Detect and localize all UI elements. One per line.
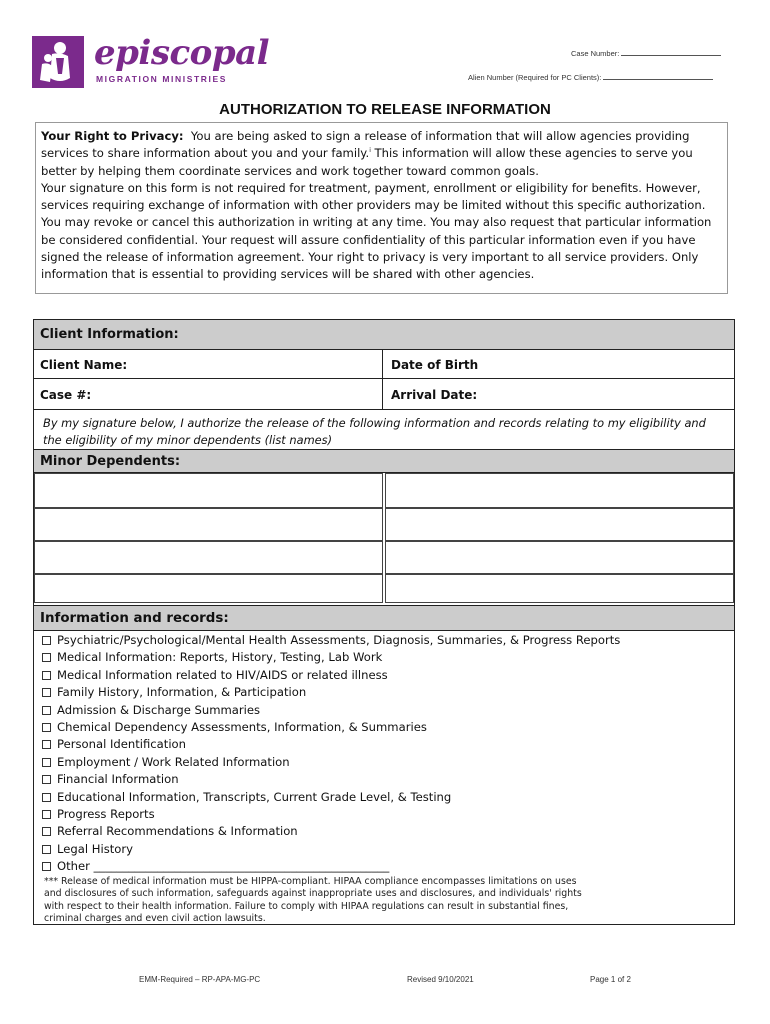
privacy-paragraph-1: [41, 128, 722, 180]
privacy-heading: Your Right to Privacy:: [41, 129, 184, 143]
minor-dependents-header: Minor Dependents:: [34, 449, 734, 473]
logo-subtitle: MIGRATION MINISTRIES: [96, 74, 228, 84]
checkbox[interactable]: [42, 810, 51, 819]
checkbox[interactable]: [42, 671, 51, 680]
record-option[interactable]: Family History, Information, & Participation: [42, 684, 620, 701]
record-option[interactable]: Medical Information: Reports, History, Testing, Lab Work: [42, 649, 620, 666]
checkbox[interactable]: [42, 775, 51, 784]
checkbox[interactable]: [42, 793, 51, 802]
checkbox[interactable]: [42, 688, 51, 697]
privacy-paragraph-2: Your signature on this form is not required for treatment, payment, enrollment or eligibility for benefits. However, services requiring exchange of information with other providers may be limited without this specific authorization. You may revoke or cancel this authorization in writing at any time. You may also request that particular information be considered confidential. Your request will assure confidentiality of this particular information even if you have signed the release of information agreement. Your right to privacy is very important to all service providers. Only information that is essential to providing services will be shared with other agencies.: [41, 180, 712, 282]
records-checklist: [42, 632, 620, 876]
record-option[interactable]: Psychiatric/Psychological/Mental Health Assessments, Diagnosis, Summaries, & Progress Reports: [42, 632, 620, 649]
information-records-header: Information and records:: [34, 605, 734, 631]
record-option[interactable]: Educational Information, Transcripts, Current Grade Level, & Testing: [42, 789, 620, 806]
alien-number-field[interactable]: [468, 71, 713, 82]
privacy-text-1b: This information will allow these agencies to serve you better by helping them coordinate services and work together toward common goals.: [41, 146, 693, 178]
checkbox[interactable]: [42, 845, 51, 854]
hipaa-note: *** Release of medical information must be HIPPA-compliant. HIPAA compliance encompasses limitations on uses and disclosures of such information, safeguards against inappropriate uses and disclosures, and individuals' rights with respect to their health information. Failure to comply with HIPAA regulations can result in substantial fines, criminal charges and even civil action lawsuits.: [44, 876, 582, 925]
record-option[interactable]: Admission & Discharge Summaries: [42, 702, 620, 719]
record-option[interactable]: Employment / Work Related Information: [42, 754, 620, 771]
record-option[interactable]: Medical Information related to HIV/AIDS or related illness: [42, 667, 620, 684]
case-number-blank[interactable]: [621, 47, 721, 56]
column-divider: [382, 350, 383, 409]
checkbox[interactable]: [42, 827, 51, 836]
checkbox[interactable]: [42, 723, 51, 732]
checkbox[interactable]: [42, 740, 51, 749]
dependent-name-field[interactable]: [34, 508, 383, 541]
client-info-header: Client Information:: [34, 320, 734, 350]
checkbox[interactable]: [42, 653, 51, 662]
case-no-label: Case #:: [40, 388, 92, 402]
page-title: AUTHORIZATION TO RELEASE INFORMATION: [219, 101, 551, 118]
episcopal-logo: [30, 33, 270, 90]
footer-page-number: Page 1 of 2: [590, 975, 631, 984]
checkbox[interactable]: [42, 636, 51, 645]
privacy-notice: [35, 122, 728, 294]
dependent-name-field[interactable]: [34, 574, 383, 603]
record-option[interactable]: Progress Reports: [42, 806, 620, 823]
dependent-name-field[interactable]: [34, 473, 383, 508]
record-option[interactable]: Referral Recommendations & Information: [42, 823, 620, 840]
checkbox[interactable]: [42, 862, 51, 871]
dependent-name-field[interactable]: [385, 508, 734, 541]
alien-number-blank[interactable]: [603, 71, 713, 80]
dependent-name-field[interactable]: [385, 574, 734, 603]
alien-number-label: Alien Number (Required for PC Clients):: [468, 73, 602, 82]
minor-dependents-grid: [34, 473, 734, 603]
case-number-field[interactable]: [571, 47, 721, 58]
row-divider: [34, 409, 734, 410]
footer-revised-date: Revised 9/10/2021: [407, 975, 474, 984]
record-option[interactable]: Personal Identification: [42, 736, 620, 753]
record-option[interactable]: Legal History: [42, 841, 620, 858]
logo-wordmark: episcopal: [94, 33, 270, 73]
record-option[interactable]: Chemical Dependency Assessments, Information, & Summaries: [42, 719, 620, 736]
dependent-name-field[interactable]: [385, 473, 734, 508]
client-information-table: [33, 319, 735, 925]
checkbox[interactable]: [42, 758, 51, 767]
footnote-mark: i: [369, 147, 371, 155]
record-option-other[interactable]: Other ___________________________________________________: [42, 858, 620, 875]
arrival-date-label: Arrival Date:: [391, 388, 478, 402]
checkbox[interactable]: [42, 706, 51, 715]
date-of-birth-label: Date of Birth: [391, 358, 479, 372]
dependent-name-field[interactable]: [34, 541, 383, 574]
footer-form-code: EMM-Required – RP-APA-MG-PC: [139, 975, 261, 984]
dependent-name-field[interactable]: [385, 541, 734, 574]
privacy-text-1: You are being asked to sign a release of information that will allow agencies providing services to share information about you and your family.: [41, 129, 690, 161]
row-divider: [34, 378, 734, 379]
authorization-statement: By my signature below, I authorize the release of the following information and records relating to my eligibility and the eligibility of my minor dependents (list names): [43, 416, 706, 447]
logo-emblem-icon: [30, 34, 90, 90]
client-name-label: Client Name:: [40, 358, 128, 372]
record-option[interactable]: Financial Information: [42, 771, 620, 788]
case-number-label: Case Number:: [571, 49, 620, 58]
